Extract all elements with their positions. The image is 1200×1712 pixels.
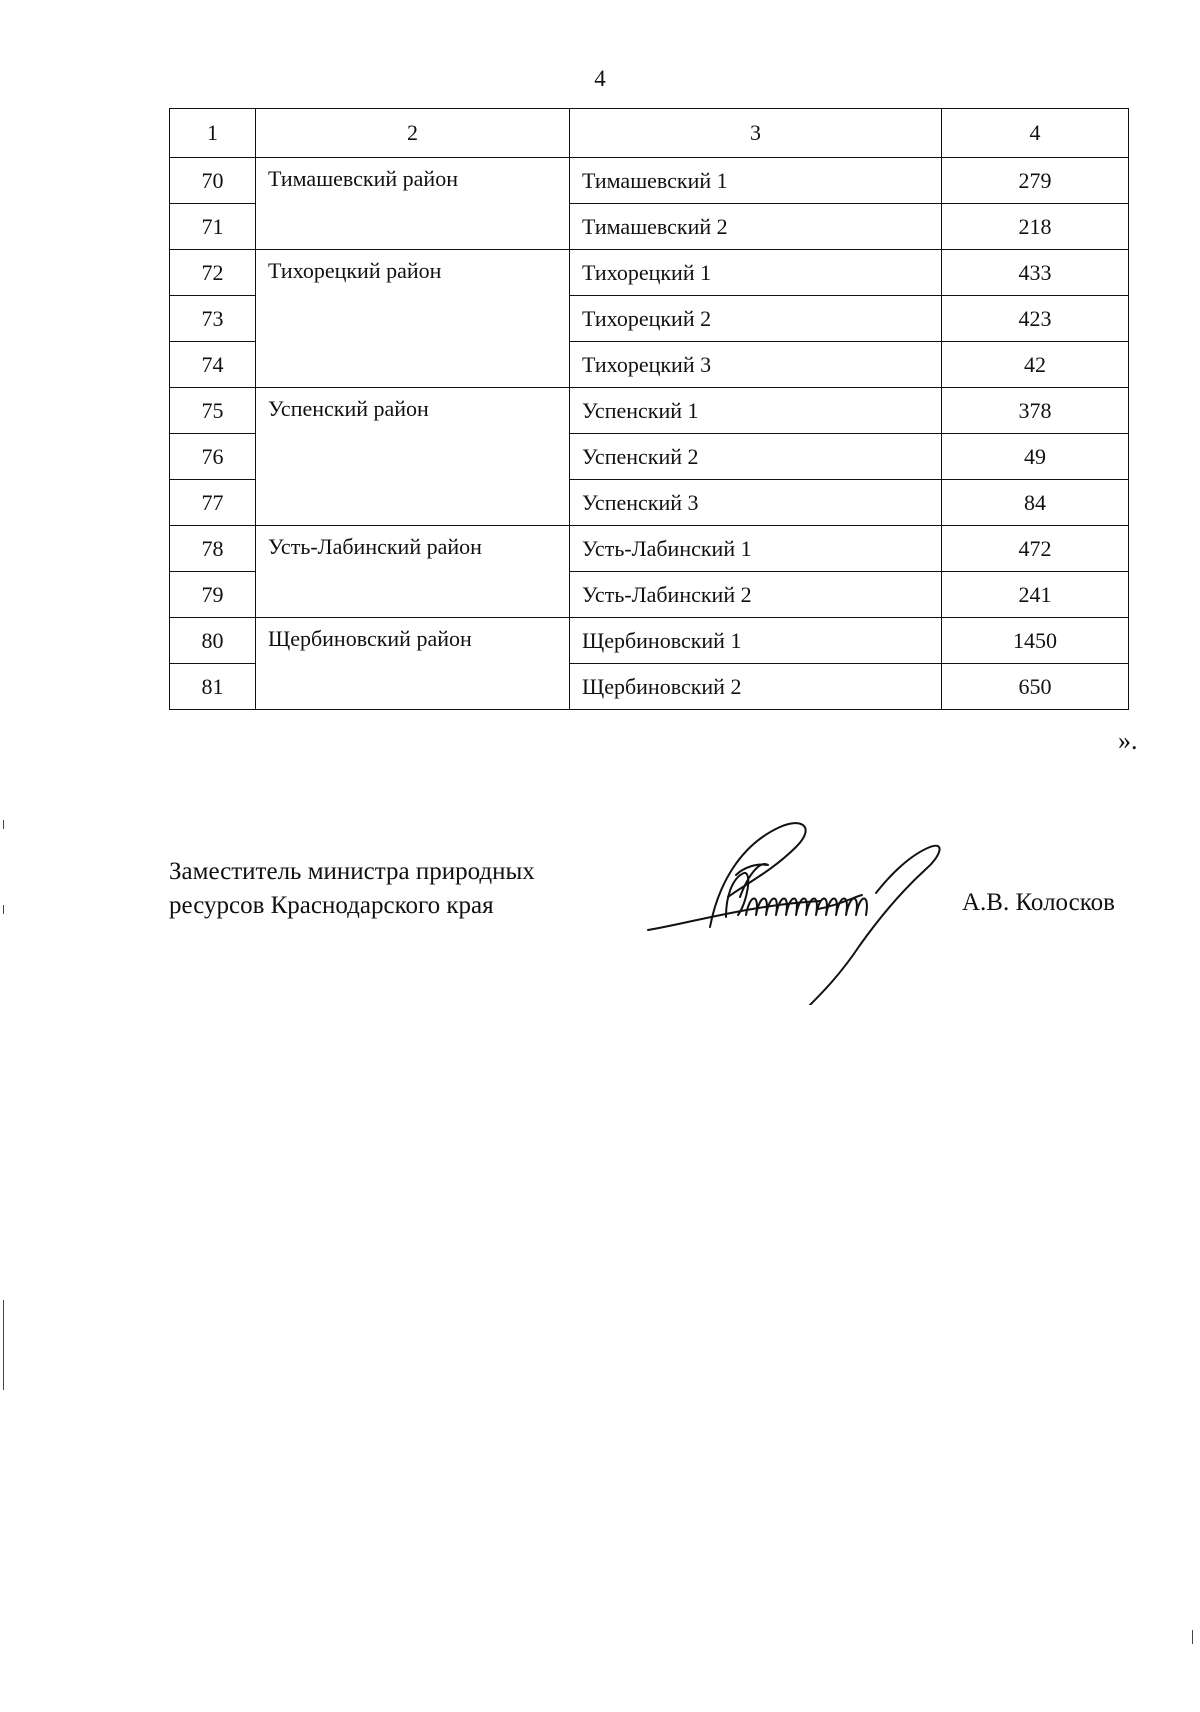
table-row [170, 250, 1129, 296]
unit-name: Щербиновский 1 [570, 618, 942, 664]
unit-value: 241 [942, 572, 1129, 618]
unit-value: 433 [942, 250, 1129, 296]
unit-value: 378 [942, 388, 1129, 434]
unit-value: 218 [942, 204, 1129, 250]
unit-value: 279 [942, 158, 1129, 204]
unit-name: Успенский 3 [570, 480, 942, 526]
column-header: 1 [170, 109, 256, 158]
position-line: Заместитель министра природных [169, 858, 535, 885]
table-row [170, 618, 1129, 664]
unit-value: 650 [942, 664, 1129, 710]
position-line: ресурсов Краснодарского края [169, 892, 494, 919]
page-number: 4 [594, 66, 606, 91]
district-name: Успенский район [256, 388, 570, 526]
row-number: 76 [170, 434, 256, 480]
unit-name: Тимашевский 2 [570, 204, 942, 250]
table-row [170, 158, 1129, 204]
district-name: Усть-Лабинский район [256, 526, 570, 618]
table-row [170, 526, 1129, 572]
table-header-row [170, 109, 1129, 158]
unit-name: Усть-Лабинский 2 [570, 572, 942, 618]
unit-value: 1450 [942, 618, 1129, 664]
unit-name: Щербиновский 2 [570, 664, 942, 710]
column-header: 3 [570, 109, 942, 158]
district-name: Тихорецкий район [256, 250, 570, 388]
handwritten-signature [640, 805, 970, 1005]
unit-name: Усть-Лабинский 1 [570, 526, 942, 572]
row-number: 72 [170, 250, 256, 296]
scan-margin-mark [3, 905, 4, 914]
table-row [170, 388, 1129, 434]
row-number: 74 [170, 342, 256, 388]
row-number: 75 [170, 388, 256, 434]
row-number: 73 [170, 296, 256, 342]
district-name: Щербиновский район [256, 618, 570, 710]
unit-value: 84 [942, 480, 1129, 526]
unit-value: 49 [942, 434, 1129, 480]
signatory-position [169, 855, 535, 923]
unit-name: Тихорецкий 3 [570, 342, 942, 388]
row-number: 78 [170, 526, 256, 572]
row-number: 77 [170, 480, 256, 526]
column-header: 4 [942, 109, 1129, 158]
row-number: 79 [170, 572, 256, 618]
signer-name: А.В. Колосков [962, 889, 1115, 916]
scan-margin-mark [1192, 1630, 1193, 1644]
closing-quote-mark: ». [1118, 726, 1138, 755]
row-number: 71 [170, 204, 256, 250]
unit-name: Успенский 1 [570, 388, 942, 434]
unit-name: Тимашевский 1 [570, 158, 942, 204]
unit-value: 423 [942, 296, 1129, 342]
row-number: 80 [170, 618, 256, 664]
scan-margin-mark [3, 820, 4, 829]
unit-name: Тихорецкий 2 [570, 296, 942, 342]
unit-name: Тихорецкий 1 [570, 250, 942, 296]
district-name: Тимашевский район [256, 158, 570, 250]
column-header: 2 [256, 109, 570, 158]
unit-value: 42 [942, 342, 1129, 388]
data-table [169, 108, 1129, 710]
row-number: 70 [170, 158, 256, 204]
unit-name: Успенский 2 [570, 434, 942, 480]
scan-margin-mark [3, 1300, 4, 1390]
unit-value: 472 [942, 526, 1129, 572]
row-number: 81 [170, 664, 256, 710]
